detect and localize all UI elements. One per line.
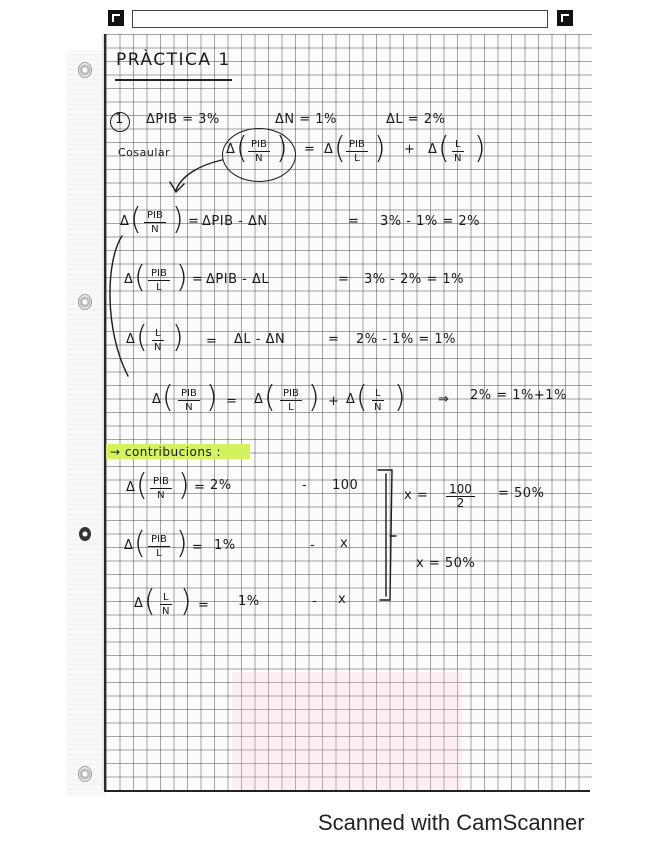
paren-close: ) bbox=[176, 260, 188, 295]
paren-open: ( bbox=[134, 526, 146, 561]
frac-denominator: N bbox=[154, 342, 162, 353]
frac-denominator: N bbox=[255, 153, 263, 164]
equals-sign: = bbox=[348, 214, 360, 229]
equals-sign: = bbox=[226, 394, 238, 409]
contribution-share: x bbox=[340, 536, 349, 551]
delta-symbol: Δ bbox=[124, 538, 134, 553]
plus-sign: + bbox=[328, 394, 340, 409]
delta-symbol: Δ bbox=[346, 392, 356, 407]
paren-open: ( bbox=[134, 260, 146, 295]
delta-symbol: Δ bbox=[254, 392, 264, 407]
page-title: PRÀCTICA 1 bbox=[116, 50, 231, 70]
paren-close: ) bbox=[176, 526, 188, 561]
result1-lhs: x = bbox=[404, 488, 429, 503]
paren-open: ( bbox=[162, 380, 174, 415]
paren-open: ( bbox=[136, 468, 148, 503]
paren-close: ) bbox=[394, 380, 406, 415]
contribution-share: x bbox=[338, 592, 347, 607]
delta-symbol: Δ bbox=[126, 332, 136, 347]
line2-rhs: 3% - 2% = 1% bbox=[364, 272, 464, 287]
paren-close: ) bbox=[308, 380, 320, 415]
delta-symbol: Δ bbox=[126, 480, 136, 495]
frac-denominator: N bbox=[374, 402, 382, 413]
decomposition-label: Cosaular bbox=[118, 146, 171, 159]
paren-open: ( bbox=[130, 202, 142, 237]
frac-denominator: N bbox=[157, 490, 165, 501]
line3-lhs: ΔL - ΔN bbox=[234, 332, 286, 347]
frac-denominator: N bbox=[151, 224, 159, 235]
paren-close: ) bbox=[276, 131, 288, 166]
given-delta-l: ΔL = 2% bbox=[386, 112, 446, 127]
line1-rhs: 3% - 1% = 2% bbox=[380, 214, 480, 229]
paren-open: ( bbox=[136, 320, 148, 355]
frac-numerator: PIB bbox=[144, 210, 166, 223]
result1-rhs: = 50% bbox=[498, 486, 545, 501]
frac-numerator: L bbox=[160, 592, 172, 605]
paren-close: ) bbox=[172, 202, 184, 237]
frac-denominator: L bbox=[288, 402, 294, 413]
contribution-value: 2% bbox=[210, 478, 232, 493]
paren-open: ( bbox=[438, 131, 450, 166]
frac-denominator: N bbox=[454, 153, 462, 164]
equals-sign: = bbox=[188, 214, 200, 229]
frac-numerator: PIB bbox=[280, 388, 302, 401]
equals-sign: = bbox=[194, 480, 206, 495]
delta-symbol: Δ bbox=[428, 142, 438, 157]
contribution-share: 100 bbox=[332, 478, 359, 493]
frac-numerator: PIB bbox=[148, 268, 170, 281]
equals-sign: = bbox=[304, 142, 316, 157]
given-delta-n: ΔN = 1% bbox=[275, 112, 337, 127]
paren-close: ) bbox=[206, 380, 218, 415]
paren-open: ( bbox=[264, 380, 276, 415]
left-brace bbox=[110, 236, 128, 376]
equals-sign: = bbox=[206, 334, 218, 349]
frac-denominator: N bbox=[162, 606, 170, 617]
dash: - bbox=[310, 538, 316, 553]
frac-denominator: 2 bbox=[456, 496, 465, 510]
line1-lhs: ΔPIB - ΔN bbox=[202, 214, 268, 229]
paren-open: ( bbox=[144, 584, 156, 619]
delta-symbol: Δ bbox=[324, 142, 334, 157]
plus-sign: + bbox=[404, 142, 416, 157]
dash: - bbox=[312, 594, 318, 609]
implies-arrow: ⇒ bbox=[438, 392, 450, 407]
dash: - bbox=[302, 478, 308, 493]
paren-close: ) bbox=[172, 320, 184, 355]
equals-sign: = bbox=[338, 272, 350, 287]
paren-close: ) bbox=[180, 584, 192, 619]
paren-close: ) bbox=[178, 468, 190, 503]
frac-numerator: L bbox=[372, 388, 384, 401]
exercise-number: 1 bbox=[115, 112, 124, 127]
equals-sign: = bbox=[192, 272, 204, 287]
delta-symbol: Δ bbox=[152, 392, 162, 407]
frac-denominator: L bbox=[156, 282, 162, 293]
delta-symbol: Δ bbox=[120, 214, 130, 229]
frac-numerator: 100 bbox=[446, 484, 475, 497]
line3-rhs: 2% - 1% = 1% bbox=[356, 332, 456, 347]
contribution-value: 1% bbox=[238, 594, 260, 609]
paren-close: ) bbox=[374, 131, 386, 166]
delta-symbol: Δ bbox=[134, 596, 144, 611]
delta-symbol: Δ bbox=[124, 272, 134, 287]
equals-sign: = bbox=[198, 598, 210, 613]
paren-open: ( bbox=[356, 380, 368, 415]
line2-lhs: ΔPIB - ΔL bbox=[206, 272, 270, 287]
paren-open: ( bbox=[334, 131, 346, 166]
frac-denominator: L bbox=[156, 548, 162, 559]
frac-numerator: L bbox=[152, 328, 164, 341]
frac-numerator: L bbox=[452, 139, 464, 152]
result2: x = 50% bbox=[416, 556, 476, 571]
line4-rhs: 2% = 1%+1% bbox=[470, 388, 567, 403]
frac-denominator: N bbox=[185, 402, 193, 413]
frac-denominator: L bbox=[354, 153, 360, 164]
equals-sign: = bbox=[192, 540, 204, 555]
frac-numerator: PIB bbox=[248, 139, 270, 152]
scanner-watermark: Scanned with CamScanner bbox=[318, 810, 585, 835]
contribution-value: 1% bbox=[214, 538, 236, 553]
frac-numerator: PIB bbox=[148, 534, 170, 547]
given-delta-pib: ΔPIB = 3% bbox=[146, 112, 220, 127]
right-brace bbox=[378, 470, 392, 600]
paren-close: ) bbox=[474, 131, 486, 166]
delta-symbol: Δ bbox=[226, 142, 236, 157]
frac-numerator: PIB bbox=[178, 388, 200, 401]
frac-numerator: PIB bbox=[150, 476, 172, 489]
paren-open: ( bbox=[236, 131, 248, 166]
contributions-heading: → contribucions : bbox=[110, 445, 222, 459]
equals-sign: = bbox=[328, 332, 340, 347]
frac-numerator: PIB bbox=[346, 139, 368, 152]
